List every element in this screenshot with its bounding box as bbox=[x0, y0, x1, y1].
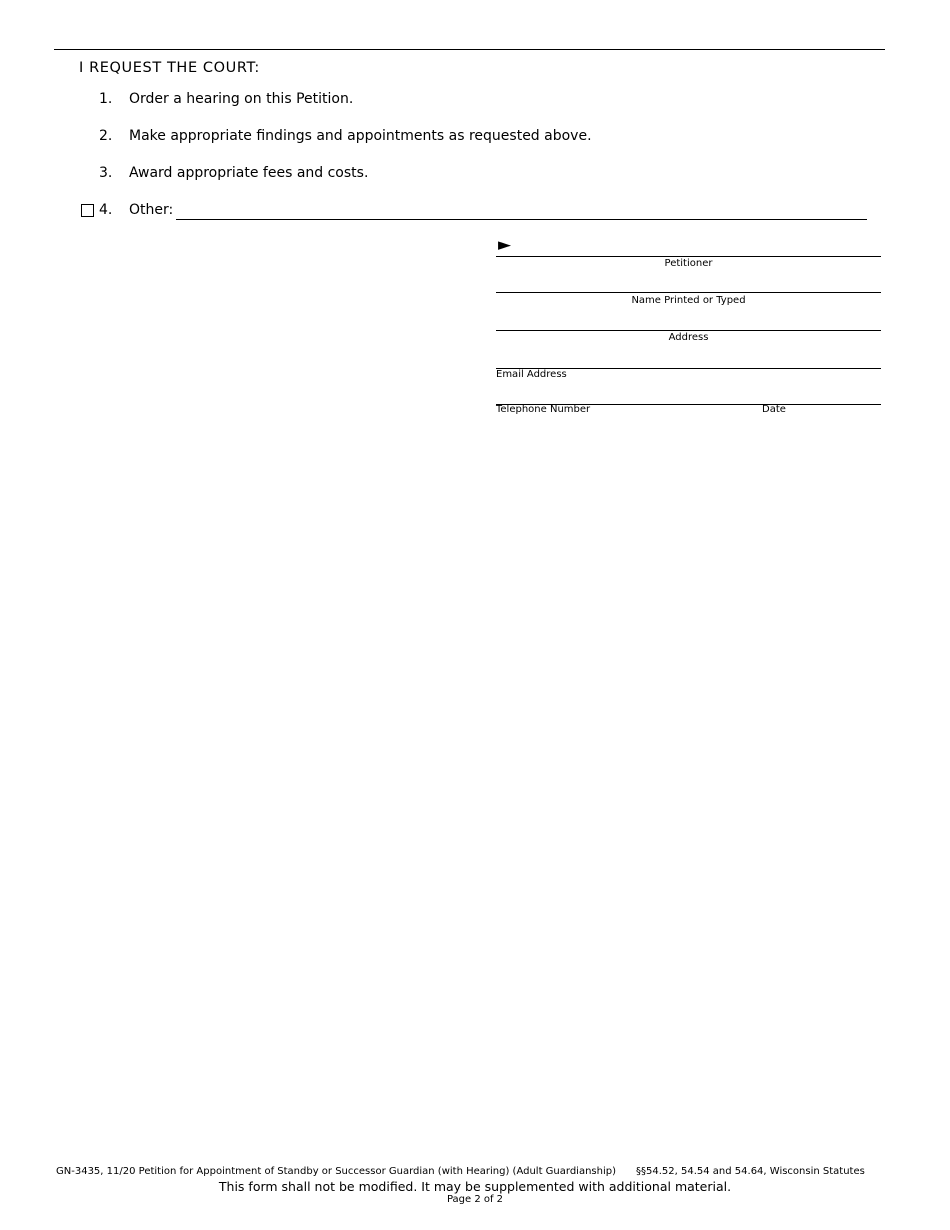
item-number: 3. bbox=[99, 165, 113, 181]
footer-statutes: §§54.52, 54.54 and 54.64, Wisconsin Statutes bbox=[636, 1166, 865, 1177]
item-text: Make appropriate findings and appointments as requested above. bbox=[129, 128, 592, 144]
page-number: Page 2 of 2 bbox=[446, 1194, 504, 1205]
email-label: Email Address bbox=[496, 369, 567, 380]
phone-label: Telephone Number bbox=[496, 404, 591, 415]
other-label: Other: bbox=[129, 202, 174, 218]
item-text: Order a hearing on this Petition. bbox=[129, 91, 354, 107]
signature-arrow-icon: ► bbox=[498, 235, 512, 255]
section-heading: I REQUEST THE COURT: bbox=[79, 60, 260, 76]
other-input-line[interactable] bbox=[176, 219, 867, 220]
footer-form-id: GN-3435, 11/20 Petition for Appointment of Standby or Successor Guardian (with Hearing) (Adult Guardianship) bbox=[56, 1166, 616, 1177]
other-checkbox[interactable] bbox=[81, 204, 94, 217]
name-label: Name Printed or Typed bbox=[631, 295, 746, 306]
item-text: Award appropriate fees and costs. bbox=[129, 165, 369, 181]
item-number: 4. bbox=[99, 202, 113, 218]
top-rule bbox=[54, 49, 885, 50]
name-line[interactable] bbox=[496, 292, 881, 293]
footer-note: This form shall not be modified. It may be supplemented with additional material. bbox=[218, 1179, 732, 1194]
address-line[interactable] bbox=[496, 330, 881, 331]
item-number: 2. bbox=[99, 128, 113, 144]
date-label: Date bbox=[762, 404, 786, 415]
address-label: Address bbox=[668, 332, 709, 343]
petitioner-label: Petitioner bbox=[664, 258, 713, 269]
petitioner-signature-line[interactable] bbox=[496, 256, 881, 257]
item-number: 1. bbox=[99, 91, 113, 107]
